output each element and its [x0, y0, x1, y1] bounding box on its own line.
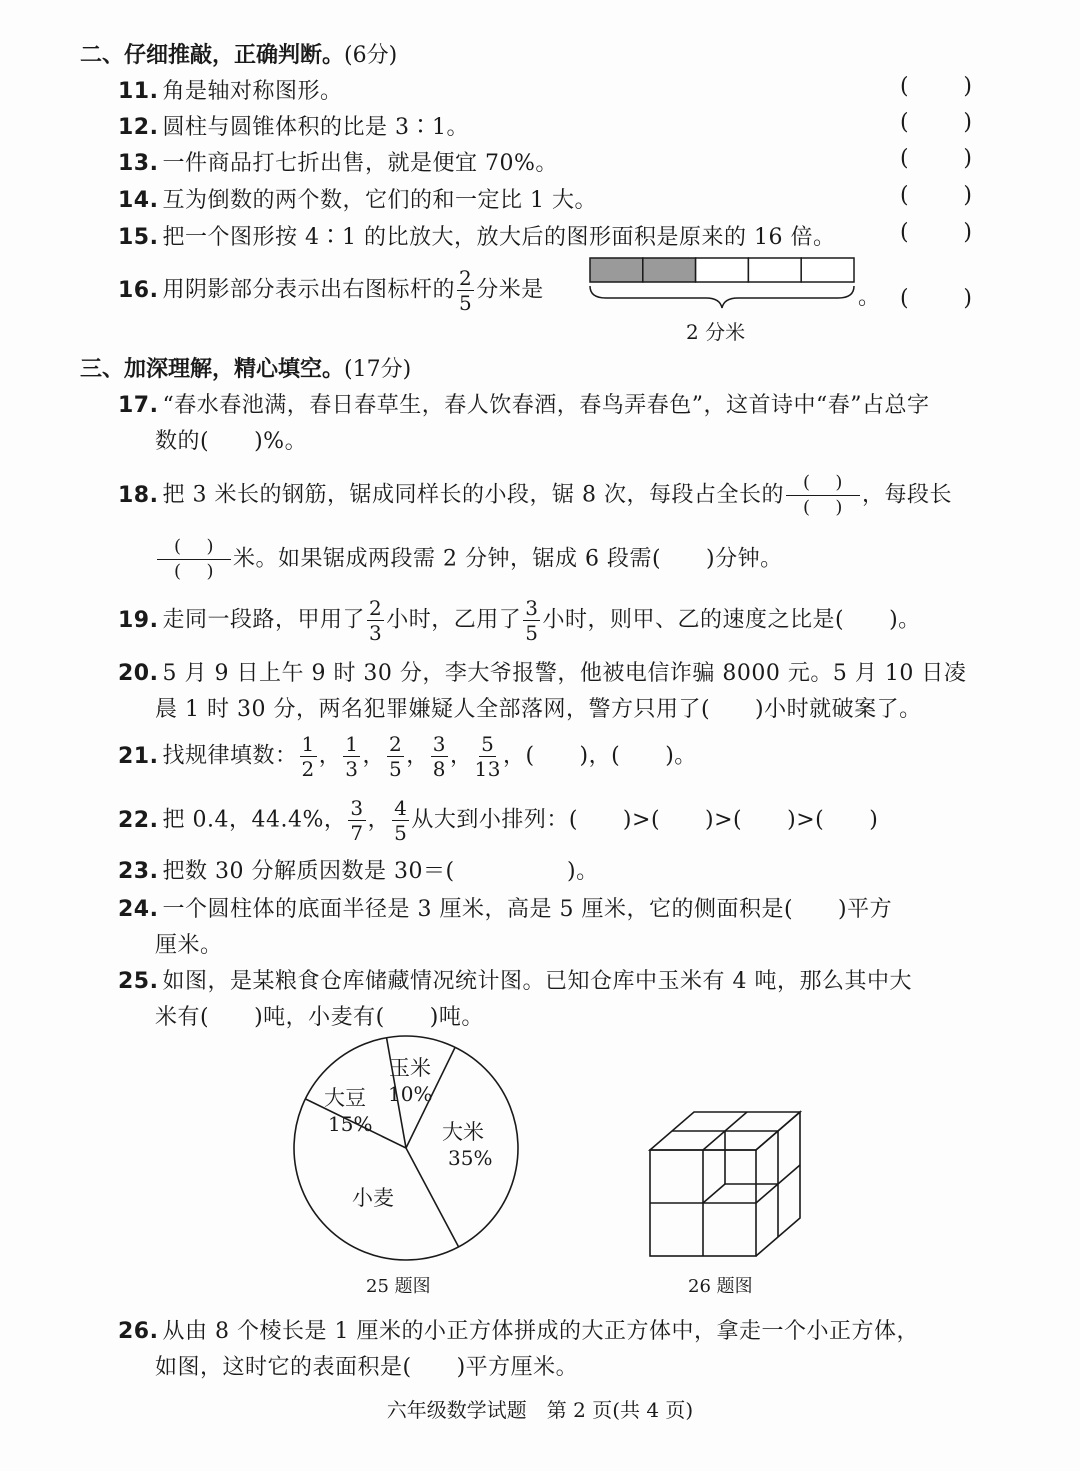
question-21: 21. 找规律填数： $\frac{1}{2}$ ， $\frac{1}{3}$ ， $\frac{2}{5}$ ， $\frac{3}{8}$ ， $\frac{5}{13}$ ，( )，( )。 [118, 732, 697, 781]
question-18-line2: ( ) ( ) 米。如果锯成两段需 2 分钟，锯成 6 段需( )分钟。 [155, 538, 783, 581]
blank-fraction[interactable]: ( ) ( ) [786, 474, 860, 517]
question-26-line2: 如图，这时它的表面积是( )平方厘米。 [155, 1355, 579, 1380]
page-footer: 六年级数学试题 第 2 页(共 4 页) [386, 1398, 694, 1422]
question-25: 25. 如图，是某粮食仓库储藏情况统计图。已知仓库中玉米有 4 吨，那么其中大 [118, 969, 912, 994]
pie-pct-corn: 10% [388, 1082, 433, 1106]
rod-segment-shaded [590, 258, 643, 282]
question-15: 15. 把一个图形按 4∶1 的比放大，放大后的图形面积是原来的 16 倍。 [118, 225, 836, 250]
question-24: 24. 一个圆柱体的底面半径是 3 厘米，高是 5 厘米，它的侧面积是( )平方 [118, 897, 893, 922]
pie-label-wheat: 小麦 [352, 1186, 394, 1210]
pie-pct-rice: 35% [448, 1146, 493, 1170]
rod-segment-shaded [643, 258, 696, 282]
question-17: 17. “春水春池满，春日春草生，春人饮春酒，春鸟弄春色”，这首诗中“春”占总字 [118, 393, 930, 418]
question-22: 22. 把 0.4，44.4%， $\frac{3}{7}$ ， $\frac{4}{5}$ 从大到小排列：( )>( )>( )>( ) [118, 796, 879, 845]
answer-paren-13[interactable]: ( ) [900, 146, 972, 171]
pie-pct-soy: 15% [328, 1112, 373, 1136]
question-12: 12. 圆柱与圆锥体积的比是 3∶1。 [118, 115, 469, 140]
blank-fraction[interactable]: ( ) ( ) [157, 538, 231, 581]
brace [590, 286, 854, 308]
pie-label-rice: 大米 [442, 1120, 484, 1144]
answer-paren-12[interactable]: ( ) [900, 110, 972, 135]
answer-paren-16[interactable]: ( ) [900, 286, 972, 311]
measuring-rod-diagram [586, 254, 858, 314]
rod-segment [696, 258, 749, 282]
rod-segment [801, 258, 854, 282]
cube-figure [644, 1106, 804, 1266]
q16-end-punct: 。 [858, 285, 881, 310]
question-19: 19. 走同一段路，甲用了 $\frac{2}{3}$ 小时，乙用了 $\frac{3}{5}$ 小时，则甲、乙的速度之比是( )。 [118, 596, 921, 645]
pie-label-soy: 大豆 [324, 1086, 366, 1110]
question-11: 11. 角是轴对称图形。 [118, 79, 343, 104]
fraction: $\frac{2}{5}$ [459, 266, 473, 315]
question-26: 26. 从由 8 个棱长是 1 厘米的小正方体拼成的大正方体中，拿走一个小正方体， [118, 1319, 919, 1344]
question-20: 20. 5 月 9 日上午 9 时 30 分，李大爷报警，他被电信诈骗 8000 元。5 月 10 日凌 [118, 661, 967, 686]
question-23: 23. 把数 30 分解质因数是 30＝( )。 [118, 859, 599, 884]
question-16: 16. 用阴影部分表示出右图标杆的 $\frac{2}{5}$ 分米是 [118, 266, 544, 315]
figure-26-caption: 26 题图 [688, 1276, 753, 1297]
rod-length-label: 2 分米 [686, 320, 746, 344]
figure-25-caption: 25 题图 [366, 1276, 431, 1297]
section-2-heading: 二、仔细推敲，正确判断。(6分) [80, 43, 398, 68]
question-17-line2: 数的( )%。 [155, 429, 308, 454]
question-24-line2: 厘米。 [155, 933, 223, 958]
pie-label-corn: 玉米 [389, 1056, 431, 1080]
rod-segment [748, 258, 801, 282]
question-20-line2: 晨 1 时 30 分，两名犯罪嫌疑人全部落网，警方只用了( )小时就破案了。 [155, 697, 922, 722]
answer-paren-14[interactable]: ( ) [900, 183, 972, 208]
answer-paren-11[interactable]: ( ) [900, 74, 972, 99]
question-18: 18. 把 3 米长的钢筋，锯成同样长的小段，锯 8 次，每段占全长的 ( ) ( ) ，每段长 [118, 472, 952, 518]
question-14: 14. 互为倒数的两个数，它们的和一定比 1 大。 [118, 188, 597, 213]
answer-paren-15[interactable]: ( ) [900, 220, 972, 245]
question-25-line2: 米有( )吨，小麦有( )吨。 [155, 1005, 484, 1030]
question-13: 13. 一件商品打七折出售，就是便宜 70%。 [118, 151, 558, 176]
section-3-heading: 三、加深理解，精心填空。(17分) [80, 357, 412, 382]
